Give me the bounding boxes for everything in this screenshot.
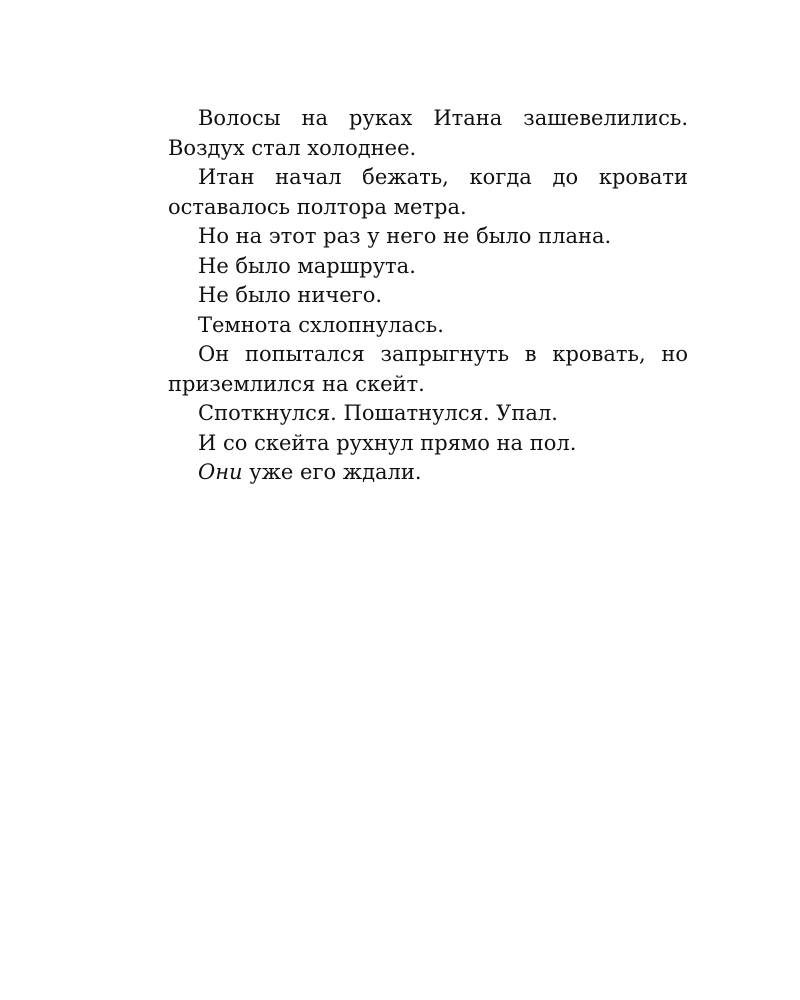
paragraph: Но на этот раз у него не было плана. <box>198 224 612 248</box>
paragraph: Волосы на руках Итана зашевелились. Воздух стал холоднее. <box>168 106 688 160</box>
paragraph: Он попытался запрыгнуть в кровать, но приземлился на скейт. <box>168 342 688 396</box>
body-text <box>168 104 688 488</box>
paragraph: Споткнулся. Пошатнулся. Упал. <box>198 401 558 425</box>
paragraph: И со скейта рухнул прямо на пол. <box>198 430 577 455</box>
paragraph: Не было ничего. <box>198 283 383 307</box>
paragraph: Темнота схлопнулась. <box>198 312 444 337</box>
italic-word: Они <box>198 460 243 484</box>
paragraph-tail: уже его ждали. <box>242 460 422 484</box>
paragraph: Итан начал бежать, когда до кровати оставалось полтора метра. <box>168 165 688 219</box>
paragraph-last <box>168 458 688 488</box>
paragraph: Не было маршрута. <box>198 253 416 278</box>
